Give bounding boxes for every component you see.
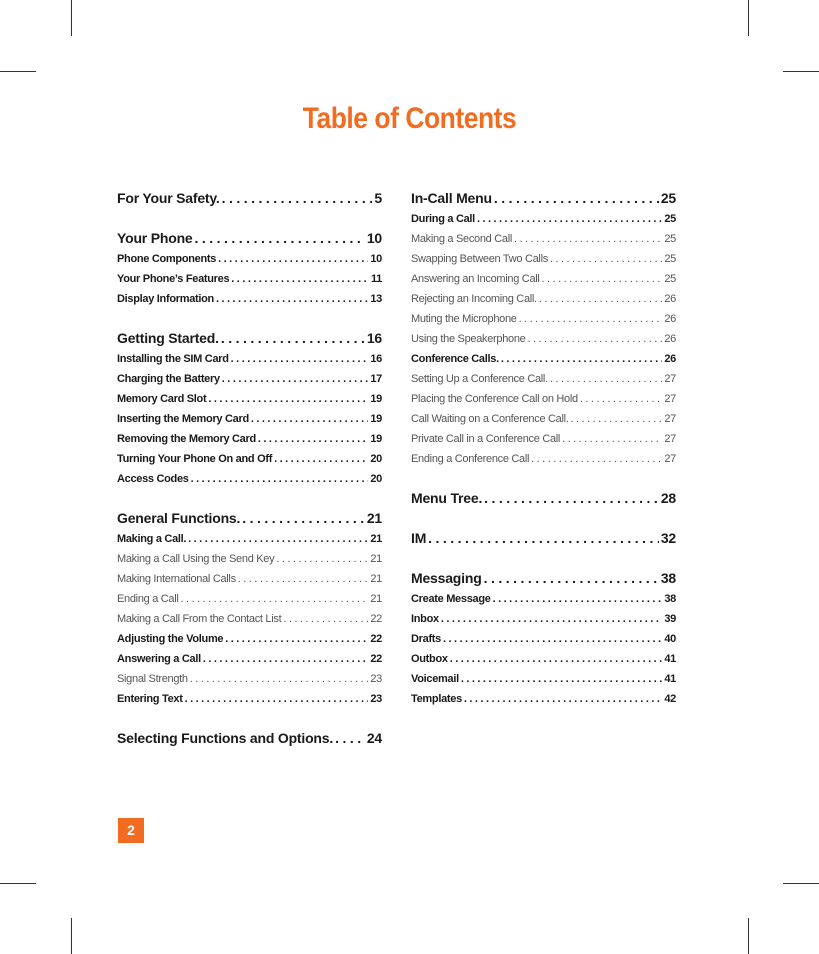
toc-entry[interactable]: [117, 369, 382, 389]
toc-entry-label: Access Codes: [117, 473, 189, 485]
toc-entry-label: General Functions.: [117, 510, 241, 526]
toc-entry[interactable]: [117, 629, 382, 649]
toc-entry-page: 25: [664, 253, 676, 265]
crop-mark: [0, 71, 36, 72]
toc-entry-label: Setting Up a Conference Call.: [411, 373, 548, 385]
toc-leader-dots: [181, 589, 369, 609]
toc-entry-page: 42: [664, 693, 676, 705]
toc-leader-dots: [222, 369, 369, 389]
crop-mark: [783, 71, 819, 72]
toc-entry-label: Memory Card Slot: [117, 393, 207, 405]
toc-entry-label: Rejecting an Incoming Call.: [411, 293, 537, 305]
toc-entry-label: Making a Second Call: [411, 233, 513, 245]
toc-entry-page: 40: [664, 633, 676, 645]
toc-entry[interactable]: [411, 568, 676, 589]
toc-leader-dots: [550, 249, 662, 269]
toc-entry-label: IM: [411, 530, 427, 546]
toc-entry-page: 24: [366, 730, 382, 746]
toc-entry-label: Using the Speakerphone: [411, 333, 526, 345]
toc-leader-dots: [185, 689, 369, 709]
toc-entry-label: Muting the Microphone: [411, 313, 517, 325]
toc-leader-dots: [222, 188, 373, 209]
toc-entry-label: Answering an Incoming Call: [411, 273, 540, 285]
toc-entry-label: Inbox: [411, 613, 439, 625]
toc-entry[interactable]: [411, 389, 676, 409]
toc-entry-page: 13: [370, 293, 382, 305]
toc-leader-dots: [542, 269, 663, 289]
toc-entry-label: Making a Call From the Contact List: [117, 613, 282, 625]
toc-entry[interactable]: [117, 269, 382, 289]
toc-entry[interactable]: [411, 488, 676, 509]
toc-entry[interactable]: [117, 188, 382, 209]
toc-entry-label: Drafts: [411, 633, 441, 645]
toc-entry[interactable]: [117, 249, 382, 269]
toc-entry-label: Voicemail: [411, 673, 459, 685]
toc-entry-label: During a Call: [411, 213, 475, 225]
toc-entry-label: Messaging: [411, 570, 482, 586]
toc-entry-page: 41: [664, 673, 676, 685]
toc-entry-page: 10: [366, 230, 382, 246]
toc-entry[interactable]: [117, 529, 382, 549]
toc-entry-label: Outbox: [411, 653, 448, 665]
toc-entry-label: Making a Call Using the Send Key: [117, 553, 275, 565]
toc-entry[interactable]: [411, 329, 676, 349]
toc-leader-dots: [493, 589, 663, 609]
toc-leader-dots: [484, 568, 659, 589]
toc-entry-page: 21: [370, 593, 382, 605]
toc-entry-page: 19: [370, 433, 382, 445]
toc-entry-page: 20: [370, 473, 382, 485]
toc-entry-label: Selecting Functions and Options.: [117, 730, 334, 746]
toc-entry-label: Removing the Memory Card: [117, 433, 256, 445]
toc-entry-label: Conference Calls.: [411, 353, 499, 365]
toc-entry-page: 27: [664, 393, 676, 405]
toc-entry[interactable]: [411, 249, 676, 269]
toc-leader-dots: [283, 609, 368, 629]
toc-entry-page: 16: [366, 330, 382, 346]
toc-entry-page: 28: [660, 490, 676, 506]
toc-leader-dots: [190, 669, 369, 689]
toc-entry[interactable]: [117, 469, 382, 489]
toc-leader-dots: [477, 209, 662, 229]
toc-leader-dots: [443, 629, 662, 649]
toc-entry-label: Ending a Conference Call: [411, 453, 530, 465]
toc-entry-label: Create Message: [411, 593, 491, 605]
toc-leader-dots: [231, 349, 369, 369]
toc-entry-label: Your Phone’s Features: [117, 273, 230, 285]
crop-mark: [71, 0, 72, 36]
toc-entry-label: Ending a Call: [117, 593, 179, 605]
toc-entry-page: 16: [370, 353, 382, 365]
toc-leader-dots: [276, 549, 368, 569]
toc-entry-page: 23: [370, 673, 382, 685]
toc-entry-label: Getting Started.: [117, 330, 219, 346]
toc-entry[interactable]: [117, 589, 382, 609]
toc-entry-label: Installing the SIM Card: [117, 353, 229, 365]
toc-leader-dots: [208, 389, 368, 409]
toc-entry-page: 26: [664, 293, 676, 305]
toc-entry-label: Signal Strength: [117, 673, 188, 685]
crop-mark: [0, 883, 36, 884]
toc-leader-dots: [203, 649, 369, 669]
toc-leader-dots: [231, 269, 369, 289]
toc-entry-label: Turning Your Phone On and Off: [117, 453, 273, 465]
toc-entry-label: Charging the Battery: [117, 373, 220, 385]
toc-entry-label: Templates: [411, 693, 462, 705]
toc-entry-label: Call Waiting on a Conference Call.: [411, 413, 569, 425]
toc-entry-label: Inserting the Memory Card: [117, 413, 249, 425]
toc-entry-label: Swapping Between Two Calls: [411, 253, 548, 265]
toc-entry-page: 26: [664, 353, 676, 365]
toc-leader-dots: [428, 528, 659, 549]
toc-entry-label: Menu Tree.: [411, 490, 483, 506]
toc-leader-dots: [218, 249, 368, 269]
toc-entry[interactable]: [117, 689, 382, 709]
toc-leader-dots: [531, 449, 662, 469]
toc-entry-page: 38: [660, 570, 676, 586]
toc-entry[interactable]: [411, 349, 676, 369]
toc-leader-dots: [221, 328, 365, 349]
crop-mark: [748, 918, 749, 954]
toc-entry[interactable]: [411, 209, 676, 229]
toc-entry[interactable]: [411, 269, 676, 289]
toc-entry-page: 11: [370, 273, 382, 285]
toc-leader-dots: [494, 188, 659, 209]
toc-leader-dots: [461, 669, 663, 689]
toc-leader-dots: [580, 389, 663, 409]
toc-entry[interactable]: [411, 689, 676, 709]
crop-mark: [748, 0, 749, 36]
toc-entry[interactable]: [411, 369, 676, 389]
toc-entry[interactable]: [117, 289, 382, 309]
toc-entry-page: 27: [664, 453, 676, 465]
toc-entry[interactable]: [117, 449, 382, 469]
toc-leader-dots: [195, 228, 365, 249]
toc-entry-page: 38: [664, 593, 676, 605]
toc-entry[interactable]: [411, 289, 676, 309]
toc-leader-dots: [441, 609, 663, 629]
toc-entry-page: 27: [664, 373, 676, 385]
toc-entry[interactable]: [117, 649, 382, 669]
toc-entry-label: For Your Safety.: [117, 190, 220, 206]
toc-entry[interactable]: [117, 549, 382, 569]
page-number-badge: 2: [118, 818, 144, 843]
toc-leader-dots: [238, 569, 369, 589]
toc-entry-page: 25: [664, 273, 676, 285]
toc-entry-page: 10: [370, 253, 382, 265]
toc-entry-page: 17: [370, 373, 382, 385]
toc-entry[interactable]: [411, 528, 676, 549]
toc-entry-label: Display Information: [117, 293, 214, 305]
toc-entry[interactable]: [117, 389, 382, 409]
toc-entry-label: In-Call Menu: [411, 190, 492, 206]
toc-entry[interactable]: [117, 228, 382, 249]
toc-leader-dots: [258, 429, 368, 449]
toc-entry-label: Private Call in a Conference Call: [411, 433, 561, 445]
toc-entry[interactable]: [117, 409, 382, 429]
toc-entry-label: Answering a Call: [117, 653, 201, 665]
toc-entry-page: 5: [374, 190, 382, 206]
toc-entry[interactable]: [411, 449, 676, 469]
toc-leader-dots: [562, 429, 662, 449]
toc-leader-dots: [514, 229, 662, 249]
toc-entry[interactable]: [411, 229, 676, 249]
toc-leader-dots: [216, 289, 368, 309]
toc-entry-label: Placing the Conference Call on Hold: [411, 393, 578, 405]
toc-entry-page: 21: [370, 533, 382, 545]
toc-entry-label: Phone Components: [117, 253, 217, 265]
toc-entry-label: Making International Calls: [117, 573, 236, 585]
toc-entry-page: 21: [370, 553, 382, 565]
toc-entry-page: 32: [660, 530, 676, 546]
toc-entry[interactable]: [411, 629, 676, 649]
toc-entry[interactable]: [411, 589, 676, 609]
toc-entry-page: 26: [664, 313, 676, 325]
toc-entry-page: 25: [664, 213, 676, 225]
toc-leader-dots: [539, 289, 663, 309]
toc-entry[interactable]: [117, 328, 382, 349]
toc-leader-dots: [550, 369, 663, 389]
toc-entry[interactable]: [117, 569, 382, 589]
toc-entry[interactable]: [411, 609, 676, 629]
toc-entry-page: 25: [660, 190, 676, 206]
toc-entry[interactable]: [411, 669, 676, 689]
toc-entry[interactable]: [411, 309, 676, 329]
toc-entry[interactable]: [117, 508, 382, 529]
toc-leader-dots: [450, 649, 663, 669]
toc-entry[interactable]: [411, 188, 676, 209]
crop-mark: [783, 883, 819, 884]
toc-entry[interactable]: [117, 609, 382, 629]
toc-entry-page: 23: [370, 693, 382, 705]
toc-entry-page: 27: [664, 433, 676, 445]
toc-entry-page: 39: [664, 613, 676, 625]
toc-entry-page: 22: [370, 633, 382, 645]
toc-entry-page: 22: [370, 653, 382, 665]
toc-leader-dots: [484, 488, 659, 509]
page-title: Table of Contents: [302, 102, 517, 135]
toc-entry-page: 19: [370, 413, 382, 425]
toc-leader-dots: [274, 449, 368, 469]
toc-entry-page: 22: [370, 613, 382, 625]
toc-leader-dots: [251, 409, 369, 429]
toc-entry-page: 27: [664, 413, 676, 425]
toc-left-column: [117, 188, 382, 749]
toc-right-column: [411, 188, 676, 709]
toc-entry[interactable]: [117, 728, 382, 749]
toc-leader-dots: [191, 469, 369, 489]
toc-entry[interactable]: [117, 349, 382, 369]
crop-mark: [71, 918, 72, 954]
toc-entry-page: 41: [664, 653, 676, 665]
toc-entry-page: 19: [370, 393, 382, 405]
toc-leader-dots: [528, 329, 663, 349]
toc-entry-label: Making a Call.: [117, 533, 187, 545]
toc-entry-label: Entering Text: [117, 693, 183, 705]
toc-leader-dots: [225, 629, 368, 649]
toc-leader-dots: [335, 728, 365, 749]
toc-leader-dots: [571, 409, 663, 429]
toc-entry-page: 21: [366, 510, 382, 526]
toc-entry-page: 21: [370, 573, 382, 585]
toc-leader-dots: [519, 309, 663, 329]
toc-entry[interactable]: [411, 409, 676, 429]
toc-entry[interactable]: [411, 429, 676, 449]
toc-leader-dots: [242, 508, 365, 529]
toc-entry-page: 25: [664, 233, 676, 245]
toc-leader-dots: [188, 529, 368, 549]
toc-leader-dots: [501, 349, 663, 369]
toc-entry-label: Adjusting the Volume: [117, 633, 224, 645]
toc-entry-page: 26: [664, 333, 676, 345]
toc-entry[interactable]: [411, 649, 676, 669]
toc-entry-label: Your Phone: [117, 230, 193, 246]
toc-entry-page: 20: [370, 453, 382, 465]
toc-entry[interactable]: [117, 429, 382, 449]
toc-entry[interactable]: [117, 669, 382, 689]
toc-leader-dots: [464, 689, 662, 709]
